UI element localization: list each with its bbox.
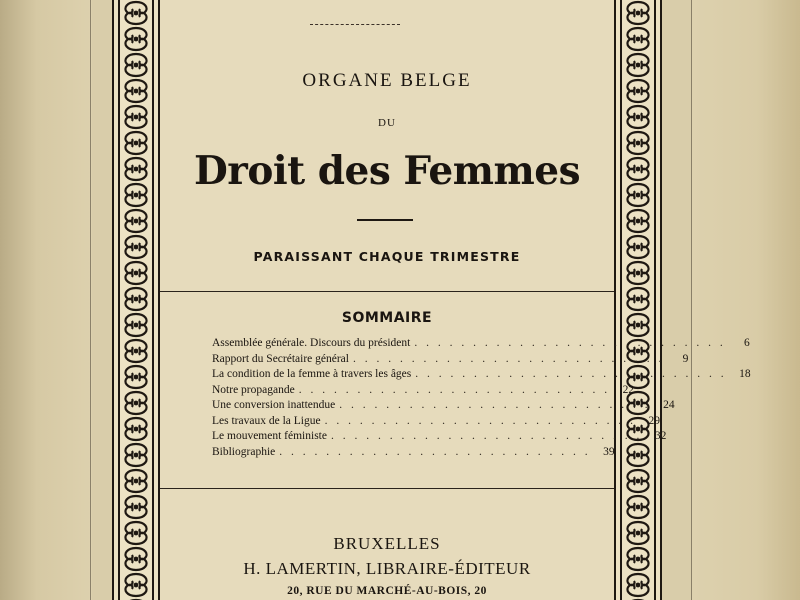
publication-frequency: PARAISSANT CHAQUE TRIMESTRE <box>253 249 521 264</box>
sommaire-top-rule <box>160 291 614 292</box>
toc-entry: La condition de la femme à travers les âges . . . . . . . . . . . . . . . . . . . . . . . . . . . 18 <box>212 368 751 380</box>
ornamental-border-left <box>112 0 160 600</box>
scroll-ornament-left <box>117 0 155 600</box>
organ-subtitle: ORGANE BELGE <box>302 70 472 91</box>
table-of-contents <box>212 336 751 460</box>
cover-left-margin <box>0 0 92 600</box>
toc-entry: Les travaux de la Ligue . . . . . . . . . . . . . . . . . . . . . . . . . . . 29 <box>212 414 660 427</box>
sommaire-bottom-rule <box>160 488 614 489</box>
cover-page <box>160 0 751 600</box>
top-decorative-rule <box>310 24 400 25</box>
publisher-address: 20, RUE DU MARCHÉ-AU-BOIS, 20 <box>287 585 487 597</box>
du-connector: DU <box>378 117 396 129</box>
publisher-name: H. LAMERTIN, LIBRAIRE-ÉDITEUR <box>243 559 531 578</box>
toc-entry: Bibliographie . . . . . . . . . . . . . . . . . . . . . . . . . . . 39 <box>212 445 615 458</box>
toc-entry: Notre propagande . . . . . . . . . . . . . . . . . . . . . . . . . . . 22 <box>212 383 635 396</box>
ornamental-border-right <box>614 0 662 600</box>
publication-city: BRUXELLES <box>333 534 441 553</box>
outer-frame-line-left <box>90 0 91 600</box>
cover-right-margin <box>692 0 800 600</box>
title-rule <box>357 219 413 221</box>
scroll-ornament-right <box>619 0 657 600</box>
toc-entry: Rapport du Secrétaire général . . . . . . . . . . . . . . . . . . . . . . . . . . . 9 <box>212 352 689 365</box>
toc-entry: Une conversion inattendue . . . . . . . . . . . . . . . . . . . . . . . . . . . 24 <box>212 399 675 411</box>
sommaire-heading: SOMMAIRE <box>341 310 433 326</box>
outer-frame-line-right <box>691 0 692 600</box>
journal-title: Droit des Femmes <box>193 148 581 194</box>
toc-entry: Assemblée générale. Discours du président . . . . . . . . . . . . . . . . . . . . . . . . . . . 6 <box>212 337 750 349</box>
toc-entry: Le mouvement féministe . . . . . . . . . . . . . . . . . . . . . . . . . . . 32 <box>212 430 667 442</box>
